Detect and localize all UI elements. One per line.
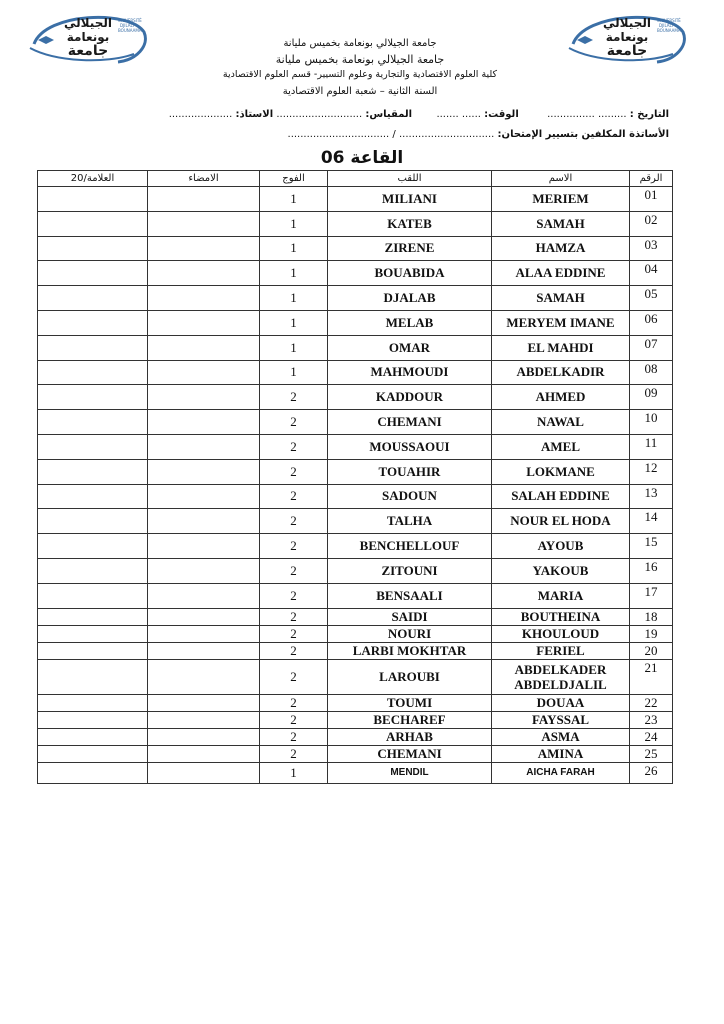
last-name-cell: CHEMANI [328,745,492,762]
last-name-cell: ARHAB [328,728,492,745]
mark-cell[interactable] [38,261,148,286]
mark-cell[interactable] [38,728,148,745]
mark-cell[interactable] [38,459,148,484]
number-cell: 19 [630,625,673,642]
mark-cell[interactable] [38,558,148,583]
table-row [38,745,673,762]
mark-cell[interactable] [38,762,148,783]
table-row [38,762,673,783]
number-cell: 08 [630,360,673,385]
first-name-cell: SAMAH [492,286,630,311]
signature-cell[interactable] [148,583,260,608]
last-name-cell: TALHA [328,509,492,534]
last-name-cell: CHEMANI [328,410,492,435]
group-cell: 1 [260,236,328,261]
supervisors-row [288,129,669,140]
signature-cell[interactable] [148,558,260,583]
group-cell: 1 [260,310,328,335]
signature-cell[interactable] [148,762,260,783]
group-cell: 1 [260,335,328,360]
table-row [38,711,673,728]
mark-cell[interactable] [38,694,148,711]
table-row [38,310,673,335]
table-row [38,236,673,261]
last-name-cell: ZITOUNI [328,558,492,583]
teacher-field: .................... [168,109,233,120]
signature-cell[interactable] [148,335,260,360]
mark-cell[interactable] [38,211,148,236]
number-cell: 10 [630,410,673,435]
table-row [38,459,673,484]
logo-arabic-text: الجيلالي بونعامة جامعة [64,16,112,59]
group-cell: 1 [260,286,328,311]
header-line-university-2: جامعة الجيلالي بونعامة بخميس مليانة [275,53,445,66]
last-name-cell: BECHAREF [328,711,492,728]
first-name-cell: DOUAA [492,694,630,711]
signature-cell[interactable] [148,608,260,625]
first-name-cell: AICHA FARAH [492,762,630,783]
supervisors-field-1: .............................. [398,129,495,140]
last-name-cell: LARBI MOKHTAR [328,642,492,659]
group-cell: 2 [260,410,328,435]
mark-cell[interactable] [38,509,148,534]
group-cell: 2 [260,642,328,659]
table-row [38,509,673,534]
first-name-cell: AHMED [492,385,630,410]
first-name-cell: FAYSSAL [492,711,630,728]
mark-cell[interactable] [38,583,148,608]
number-cell: 09 [630,385,673,410]
table-row [38,534,673,559]
number-cell: 05 [630,286,673,311]
group-cell: 2 [260,558,328,583]
table-row [38,625,673,642]
number-cell: 20 [630,642,673,659]
signature-cell[interactable] [148,360,260,385]
signature-cell[interactable] [148,410,260,435]
table-row [38,583,673,608]
number-cell: 23 [630,711,673,728]
last-name-cell: MILIANI [328,187,492,212]
signature-cell[interactable] [148,728,260,745]
mark-cell[interactable] [38,711,148,728]
last-name-cell: MOUSSAOUI [328,434,492,459]
table-row [38,434,673,459]
number-cell: 15 [630,534,673,559]
supervisors-label: الأساتذة المكلفين بتسيير الإمتحان: [497,129,669,140]
teacher-label: الاستاذ: [235,109,274,120]
mark-cell[interactable] [38,659,148,694]
subject-field: ........................... [276,109,363,120]
table-row [38,642,673,659]
date-field: ......... ............... [547,109,627,120]
group-cell: 2 [260,625,328,642]
mark-cell[interactable] [38,608,148,625]
last-name-cell: NOURI [328,625,492,642]
supervisors-field-2: ................................ [287,129,390,140]
first-name-cell: MERYEM IMANE [492,310,630,335]
header-number: الرقم [630,171,673,187]
header-last-name: اللقب [328,171,492,187]
number-cell: 26 [630,762,673,783]
university-logo-left [26,10,150,64]
table-row [38,558,673,583]
signature-cell[interactable] [148,745,260,762]
first-name-cell: LOKMANE [492,459,630,484]
first-name-cell: SALAH EDDINE [492,484,630,509]
number-cell: 03 [630,236,673,261]
signature-cell[interactable] [148,385,260,410]
logo-arabic-text: الجيلالي بونعامة جامعة [603,16,651,59]
signature-cell[interactable] [148,236,260,261]
number-cell: 25 [630,745,673,762]
last-name-cell: SAIDI [328,608,492,625]
signature-cell[interactable] [148,642,260,659]
group-cell: 2 [260,509,328,534]
logo-latin-text: UNIVERSITÉ DJILALI BOUNAAMA [657,18,681,33]
time-label: الوقت: [484,109,519,120]
last-name-cell: OMAR [328,335,492,360]
last-name-cell: SADOUN [328,484,492,509]
subject-label: المقياس: [365,109,413,120]
last-name-cell: MAHMOUDI [328,360,492,385]
mark-cell[interactable] [38,642,148,659]
last-name-cell: KATEB [328,211,492,236]
logo-latin-text: UNIVERSITÉ DJILALI BOUNAAMA [118,18,142,33]
signature-cell[interactable] [148,659,260,694]
number-cell: 12 [630,459,673,484]
group-cell: 2 [260,434,328,459]
signature-cell[interactable] [148,459,260,484]
last-name-cell: DJALAB [328,286,492,311]
signature-cell[interactable] [148,434,260,459]
first-name-cell: NOUR EL HODA [492,509,630,534]
number-cell: 16 [630,558,673,583]
last-name-cell: TOUAHIR [328,459,492,484]
group-cell: 2 [260,694,328,711]
table-row [38,261,673,286]
first-name-cell: ASMA [492,728,630,745]
number-cell: 07 [630,335,673,360]
number-cell: 04 [630,261,673,286]
group-cell: 2 [260,385,328,410]
table-row [38,659,673,694]
first-name-cell: HAMZA [492,236,630,261]
header-group: الفوج [260,171,328,187]
last-name-cell: MELAB [328,310,492,335]
first-name-cell: ALAA EDDINE [492,261,630,286]
signature-cell[interactable] [148,484,260,509]
first-name-cell: FERIEL [492,642,630,659]
mark-cell[interactable] [38,187,148,212]
mark-cell[interactable] [38,745,148,762]
mark-cell[interactable] [38,310,148,335]
mark-cell[interactable] [38,434,148,459]
mark-cell[interactable] [38,484,148,509]
mark-cell[interactable] [38,625,148,642]
table-row [38,286,673,311]
number-cell: 24 [630,728,673,745]
first-name-cell: ABDELKADIR [492,360,630,385]
mark-cell[interactable] [38,286,148,311]
signature-cell[interactable] [148,286,260,311]
table-row [38,187,673,212]
number-cell: 22 [630,694,673,711]
group-cell: 1 [260,211,328,236]
header-mark: العلامة/20 [38,171,148,187]
number-cell: 02 [630,211,673,236]
mark-cell[interactable] [38,410,148,435]
signature-cell[interactable] [148,310,260,335]
time-field: ...... ....... [436,109,481,120]
first-name-cell: ABDELKADER ABDELDJALIL [492,659,630,694]
group-cell: 2 [260,745,328,762]
group-cell: 1 [260,762,328,783]
mark-cell[interactable] [38,236,148,261]
number-cell: 21 [630,659,673,694]
signature-cell[interactable] [148,509,260,534]
group-cell: 2 [260,659,328,694]
group-cell: 1 [260,360,328,385]
header-line-year: السنة الثانية – شعبة العلوم الاقتصادية [282,86,438,97]
signature-cell[interactable] [148,261,260,286]
exam-info-row [169,109,669,120]
table-row [38,484,673,509]
group-cell: 2 [260,484,328,509]
table-row [38,608,673,625]
group-cell: 2 [260,711,328,728]
number-cell: 17 [630,583,673,608]
table-row [38,335,673,360]
last-name-cell: KADDOUR [328,385,492,410]
number-cell: 13 [630,484,673,509]
first-name-cell: YAKOUB [492,558,630,583]
table-row [38,360,673,385]
first-name-cell: BOUTHEINA [492,608,630,625]
header-line-university: جامعة الجيلالي بونعامة بخميس مليانة [283,38,437,49]
first-name-cell: AYOUB [492,534,630,559]
date-label: التاريخ : [629,109,669,120]
university-logo-right [565,10,689,64]
supervisors-separator: / [392,129,396,140]
signature-cell[interactable] [148,211,260,236]
group-cell: 2 [260,534,328,559]
table-row [38,385,673,410]
mark-cell[interactable] [38,385,148,410]
hall-title: القاعة 06 [320,148,404,168]
header-line-faculty: كلية العلوم الاقتصادية والتجارية وعلوم التسيير- قسم العلوم الاقتصادية [222,69,498,80]
first-name-cell: EL MAHDI [492,335,630,360]
number-cell: 11 [630,434,673,459]
first-name-cell: SAMAH [492,211,630,236]
table-row [38,694,673,711]
signature-cell[interactable] [148,625,260,642]
group-cell: 2 [260,459,328,484]
first-name-cell: KHOULOUD [492,625,630,642]
table-row [38,728,673,745]
number-cell: 18 [630,608,673,625]
student-roster-table [37,170,673,784]
first-name-cell: MERIEM [492,187,630,212]
last-name-cell: MENDIL [328,762,492,783]
mark-cell[interactable] [38,534,148,559]
mark-cell[interactable] [38,360,148,385]
signature-cell[interactable] [148,187,260,212]
header-signature: الامضاء [148,171,260,187]
last-name-cell: BENSAALI [328,583,492,608]
group-cell: 1 [260,187,328,212]
table-row [38,410,673,435]
signature-cell[interactable] [148,694,260,711]
number-cell: 14 [630,509,673,534]
last-name-cell: BOUABIDA [328,261,492,286]
signature-cell[interactable] [148,711,260,728]
table-header-row [38,171,673,187]
group-cell: 2 [260,608,328,625]
first-name-cell: AMINA [492,745,630,762]
last-name-cell: TOUMI [328,694,492,711]
group-cell: 2 [260,728,328,745]
mark-cell[interactable] [38,335,148,360]
first-name-cell: MARIA [492,583,630,608]
first-name-cell: AMEL [492,434,630,459]
first-name-cell: NAWAL [492,410,630,435]
number-cell: 06 [630,310,673,335]
group-cell: 1 [260,261,328,286]
last-name-cell: BENCHELLOUF [328,534,492,559]
signature-cell[interactable] [148,534,260,559]
table-row [38,211,673,236]
header-first-name: الاسم [492,171,630,187]
last-name-cell: LAROUBI [328,659,492,694]
group-cell: 2 [260,583,328,608]
number-cell: 01 [630,187,673,212]
last-name-cell: ZIRENE [328,236,492,261]
